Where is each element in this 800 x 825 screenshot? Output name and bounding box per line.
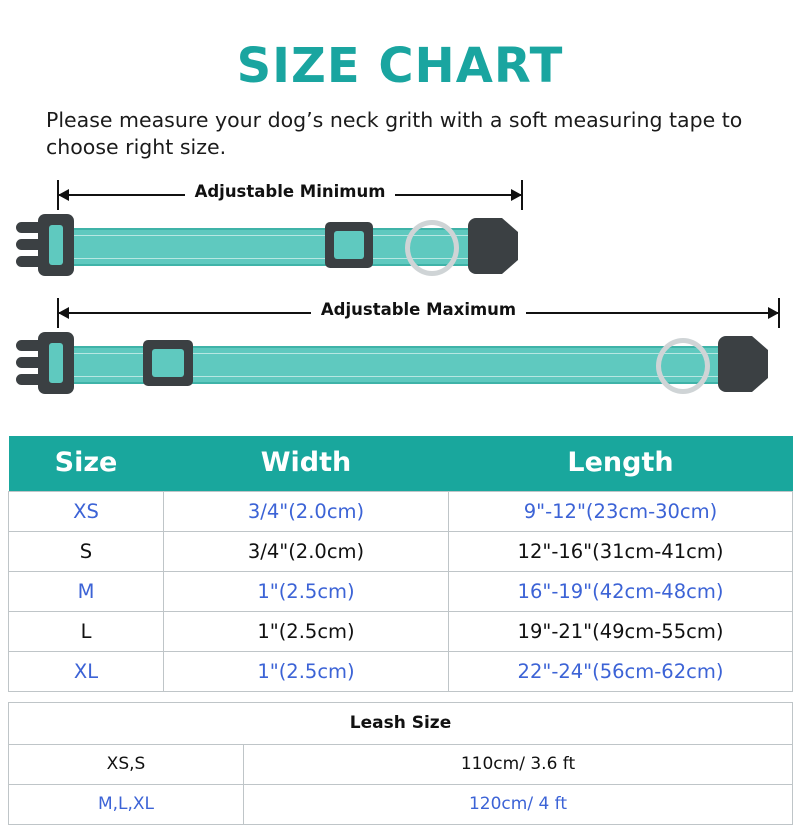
buckle-right-icon (718, 336, 768, 392)
cell-width: 1"(2.5cm) (164, 572, 449, 612)
leash-title-row (9, 703, 793, 745)
size-table-wrapper (8, 436, 792, 692)
cell-length: 22"-24"(56cm-62cm) (449, 652, 793, 692)
header-width: Width (164, 436, 449, 492)
leash-table (8, 702, 793, 825)
slider-adjuster-icon (143, 340, 193, 386)
cell-width: 3/4"(2.0cm) (164, 532, 449, 572)
collar-diagram (0, 180, 800, 426)
cell-size: XL (9, 652, 164, 692)
size-table (8, 436, 793, 692)
table-row (9, 785, 793, 825)
cell-leash-length: 120cm/ 4 ft (244, 785, 793, 825)
cell-size: S (9, 532, 164, 572)
cell-width: 1"(2.5cm) (164, 612, 449, 652)
table-row (9, 492, 793, 532)
buckle-notch-top-icon (752, 336, 768, 350)
adjustable-maximum-arrow (57, 298, 780, 328)
cell-length: 12"-16"(31cm-41cm) (449, 532, 793, 572)
leash-table-wrapper (8, 702, 792, 825)
cell-size: XS (9, 492, 164, 532)
slider-adjuster-icon (325, 222, 373, 268)
adjustable-minimum-row (0, 180, 800, 298)
buckle-left-icon (16, 332, 74, 394)
adjustable-maximum-label: Adjustable Maximum (311, 300, 526, 319)
header-length: Length (449, 436, 793, 492)
adjustable-maximum-row (0, 298, 800, 416)
cell-size: L (9, 612, 164, 652)
header-size: Size (9, 436, 164, 492)
buckle-notch-top-icon (502, 218, 518, 232)
adjustable-minimum-label: Adjustable Minimum (185, 182, 396, 201)
table-row (9, 572, 793, 612)
buckle-notch-bottom-icon (502, 260, 518, 274)
cell-size: M (9, 572, 164, 612)
table-row (9, 745, 793, 785)
cell-length: 9"-12"(23cm-30cm) (449, 492, 793, 532)
cell-width: 3/4"(2.0cm) (164, 492, 449, 532)
measure-instructions: Please measure your dog’s neck grith with a soft measuring tape to choose right size. (46, 107, 743, 160)
leash-size-title: Leash Size (9, 703, 793, 745)
buckle-slot-icon (49, 343, 63, 383)
buckle-slot-icon (49, 225, 63, 265)
cell-width: 1"(2.5cm) (164, 652, 449, 692)
d-ring-icon (405, 220, 459, 276)
cell-leash-length: 110cm/ 3.6 ft (244, 745, 793, 785)
size-table-header-row (9, 436, 793, 492)
cell-length: 19"-21"(49cm-55cm) (449, 612, 793, 652)
buckle-left-icon (16, 214, 74, 276)
slider-hole-icon (152, 349, 184, 377)
slider-hole-icon (334, 231, 364, 259)
buckle-right-icon (468, 218, 518, 274)
adjustable-minimum-arrow (57, 180, 523, 210)
cell-leash-sizes: XS,S (9, 745, 244, 785)
page-title: SIZE CHART (236, 38, 564, 94)
cell-length: 16"-19"(42cm-48cm) (449, 572, 793, 612)
buckle-notch-bottom-icon (752, 378, 768, 392)
cell-leash-sizes: M,L,XL (9, 785, 244, 825)
table-row (9, 612, 793, 652)
table-row (9, 532, 793, 572)
table-row (9, 652, 793, 692)
d-ring-icon (656, 338, 710, 394)
